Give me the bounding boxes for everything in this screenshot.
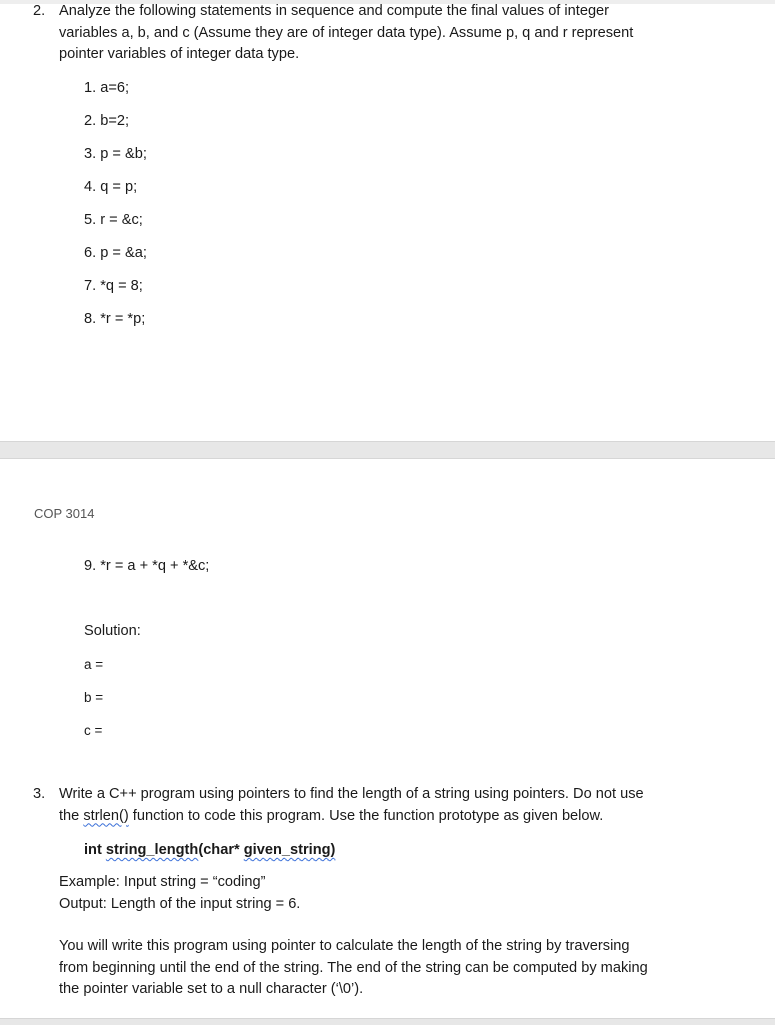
question-2-line-2: variables a, b, and c (Assume they are of integer data type). Assume p, q and r represent xyxy=(59,24,634,41)
example-input: Example: Input string = “coding” xyxy=(59,874,266,890)
prototype-mid: (char* xyxy=(198,842,244,858)
question-3-line-2 xyxy=(59,806,699,828)
question-3-number: 3. xyxy=(33,786,46,802)
page-break xyxy=(0,441,775,459)
statement-2: 2. b=2; xyxy=(84,113,130,129)
function-prototype xyxy=(84,840,335,862)
page-header: COP 3014 xyxy=(34,506,95,521)
answer-c: c = xyxy=(84,723,103,738)
prototype-int: int xyxy=(84,842,106,858)
example-block xyxy=(59,872,699,915)
prototype-fn: string_length xyxy=(105,842,199,858)
solution-label: Solution: xyxy=(84,623,141,639)
question-3-line-1: Write a C++ program using pointers to find the length of a string using pointers. Do not use xyxy=(59,786,644,802)
statement-4: 4. q = p; xyxy=(84,179,138,195)
strlen-word: strlen() xyxy=(83,807,129,824)
question-3-text xyxy=(59,784,699,827)
line-2-before: the xyxy=(59,807,84,824)
prototype-param: given_string) xyxy=(243,842,336,858)
instructions-line-2: from beginning until the end of the string. The end of the string can be computed by making xyxy=(59,959,648,976)
question-2-text xyxy=(59,1,699,66)
statement-5: 5. r = &c; xyxy=(84,212,143,228)
answer-a: a = xyxy=(84,657,104,672)
answer-b: b = xyxy=(84,690,104,705)
statement-1: 1. a=6; xyxy=(84,80,130,96)
question-2-line-1: Analyze the following statements in sequence and compute the final values of integer xyxy=(59,3,610,19)
line-2-after: function to code this program. Use the function prototype as given below. xyxy=(128,807,604,824)
statement-8: 8. *r = *p; xyxy=(84,311,146,327)
instructions-paragraph xyxy=(59,936,719,1001)
example-output: Output: Length of the input string = 6. xyxy=(59,895,301,912)
statement-3: 3. p = &b; xyxy=(84,146,147,162)
statement-9: 9. *r = a + *q + *&c; xyxy=(84,558,210,574)
instructions-line-3: the pointer variable set to a null character (‘\0’). xyxy=(59,981,364,997)
statement-6: 6. p = &a; xyxy=(84,245,147,261)
question-2-number: 2. xyxy=(33,3,46,19)
instructions-line-1: You will write this program using pointer to calculate the length of the string by traversing xyxy=(59,938,630,954)
question-2-line-3: pointer variables of integer data type. xyxy=(59,46,300,62)
statement-7: 7. *q = 8; xyxy=(84,278,143,294)
